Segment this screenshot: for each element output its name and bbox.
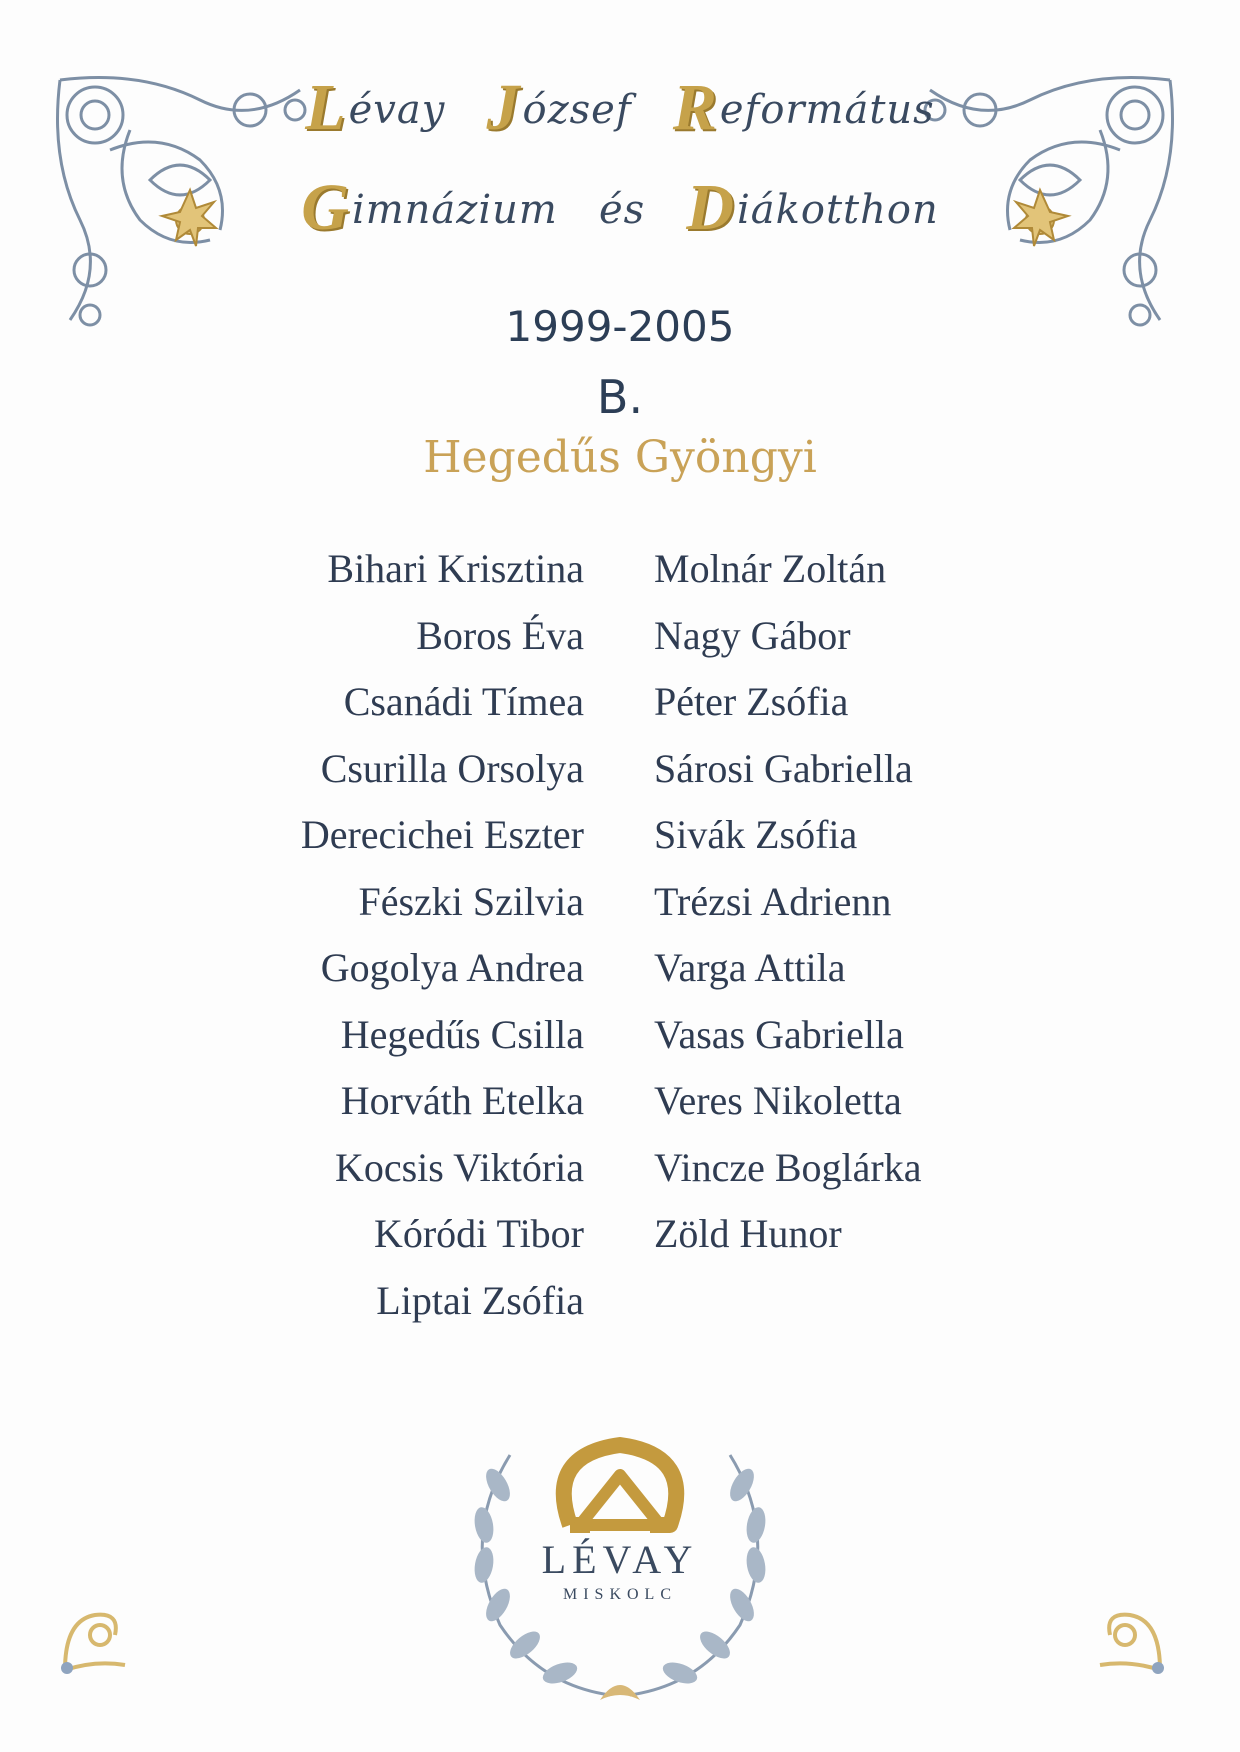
student-name: Bihari Krisztina (327, 546, 584, 591)
student-name: Csanádi Tímea (343, 679, 584, 724)
student-name: Boros Éva (416, 612, 584, 658)
student-name: Gogolya Andrea (320, 945, 584, 990)
student-name: Veres Nikoletta (654, 1078, 902, 1123)
logo-city: MISKOLC (562, 1586, 677, 1603)
student-name: Horváth Etelka (340, 1078, 584, 1123)
title-word: és (598, 187, 646, 233)
student-name: Csurilla Orsolya (320, 745, 584, 791)
student-name: Molnár Zoltán (654, 546, 887, 591)
title-word: Gimnázium (301, 171, 558, 244)
student-name: Vasas Gabriella (654, 1011, 904, 1057)
student-name: Hegedűs Csilla (340, 1011, 584, 1057)
student-name: Varga Attila (654, 945, 846, 990)
student-column-right (654, 536, 921, 1268)
student-name: Liptai Zsófia (376, 1277, 584, 1323)
title-word: Lévay (305, 71, 446, 144)
school-title-line-1 (0, 70, 1240, 146)
school-title-line-2 (0, 170, 1240, 246)
student-name: Zöld Hunor (654, 1211, 842, 1256)
corner-ornament-bottom-left-icon (55, 1600, 135, 1680)
student-name: Fészki Szilvia (358, 878, 584, 924)
student-name: Kóródi Tibor (373, 1211, 584, 1256)
student-name: Nagy Gábor (654, 612, 851, 658)
title-word: Diákotthon (686, 171, 939, 244)
student-name: Derecichei Eszter (300, 812, 584, 857)
student-name: Péter Zsófia (654, 679, 849, 724)
student-name: Trézsi Adrienn (654, 878, 892, 924)
title-word: József (486, 71, 632, 144)
student-column-left (301, 536, 584, 1334)
class-letter: B. (596, 370, 644, 424)
corner-ornament-bottom-right-icon (1090, 1600, 1170, 1680)
title-word: Református (672, 71, 935, 144)
student-name: Kocsis Viktória (334, 1144, 584, 1190)
logo-name: LÉVAY (541, 1537, 699, 1582)
student-name: Sivák Zsófia (654, 812, 858, 857)
student-name: Sárosi Gabriella (654, 745, 913, 791)
class-teacher: Hegedűs Gyöngyi (423, 432, 817, 483)
class-years: 1999-2005 (505, 302, 735, 351)
student-name: Vincze Boglárka (654, 1144, 922, 1190)
